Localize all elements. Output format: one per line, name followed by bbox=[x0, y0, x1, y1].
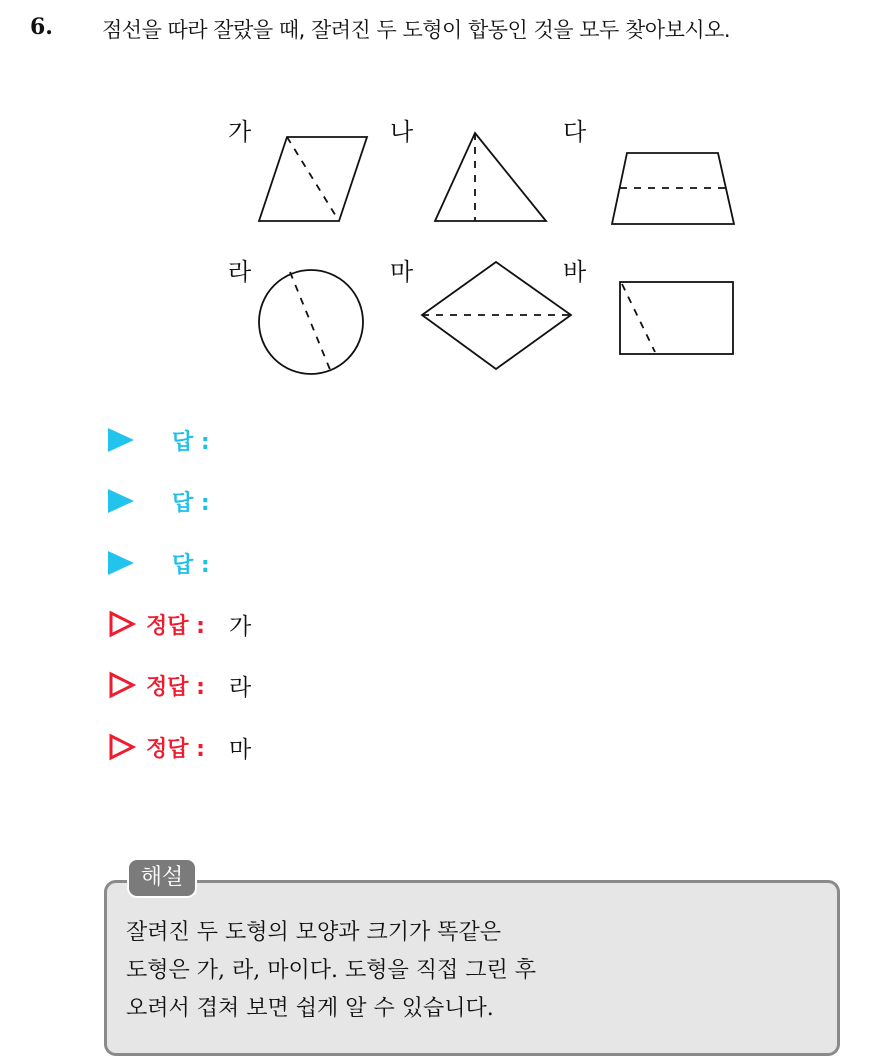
correct-answer-label: 정답 : bbox=[146, 613, 205, 639]
play-arrow-icon bbox=[108, 551, 134, 575]
figure-label-ma: 마 bbox=[390, 258, 414, 286]
outline-arrow-icon bbox=[108, 671, 136, 699]
figure-label-da: 다 bbox=[563, 118, 587, 146]
correct-answer-row bbox=[108, 727, 251, 767]
figure-label-ga: 가 bbox=[228, 118, 252, 146]
explanation-line: 오려서 겹쳐 보면 쉽게 알 수 있습니다. bbox=[126, 996, 494, 1021]
figure-label-ra: 라 bbox=[228, 258, 252, 286]
answer-blank-row[interactable] bbox=[108, 420, 210, 460]
answer-label: 답 : bbox=[172, 552, 210, 578]
shape-rhombus bbox=[422, 262, 571, 369]
correct-answer-value: 가 bbox=[228, 613, 252, 640]
figure-label-ba: 바 bbox=[563, 258, 587, 286]
shape-rectangle bbox=[620, 282, 733, 354]
explanation-line: 도형은 가, 라, 마이다. 도형을 직접 그린 후 bbox=[126, 958, 536, 983]
shape-triangle bbox=[435, 133, 546, 221]
explanation-tag: 해설 bbox=[127, 858, 197, 898]
explanation-line: 잘려진 두 도형의 모양과 크기가 똑같은 bbox=[126, 920, 501, 945]
shape-trapezoid bbox=[612, 153, 734, 224]
answer-label: 답 : bbox=[172, 429, 210, 455]
answer-blank-row[interactable] bbox=[108, 481, 210, 521]
shapes-figure bbox=[0, 0, 884, 400]
question-number: 6. bbox=[30, 14, 53, 40]
correct-answer-label: 정답 : bbox=[146, 674, 205, 700]
correct-answer-label: 정답 : bbox=[146, 736, 205, 762]
correct-answer-row bbox=[108, 665, 251, 705]
shape-parallelogram bbox=[259, 137, 367, 221]
shape-circle bbox=[259, 270, 363, 374]
outline-arrow-icon bbox=[108, 733, 136, 761]
question-text: 점선을 따라 잘랐을 때, 잘려진 두 도형이 합동인 것을 모두 찾아보시오. bbox=[102, 18, 731, 42]
correct-answer-row bbox=[108, 604, 251, 644]
explanation-text bbox=[126, 914, 536, 1028]
play-arrow-icon bbox=[108, 428, 134, 452]
answer-label: 답 : bbox=[172, 490, 210, 516]
play-arrow-icon bbox=[108, 489, 134, 513]
outline-arrow-icon bbox=[108, 610, 136, 638]
correct-answer-value: 라 bbox=[228, 674, 252, 701]
figure-label-na: 나 bbox=[390, 118, 414, 146]
correct-answer-value: 마 bbox=[228, 736, 252, 763]
answer-blank-row[interactable] bbox=[108, 543, 210, 583]
